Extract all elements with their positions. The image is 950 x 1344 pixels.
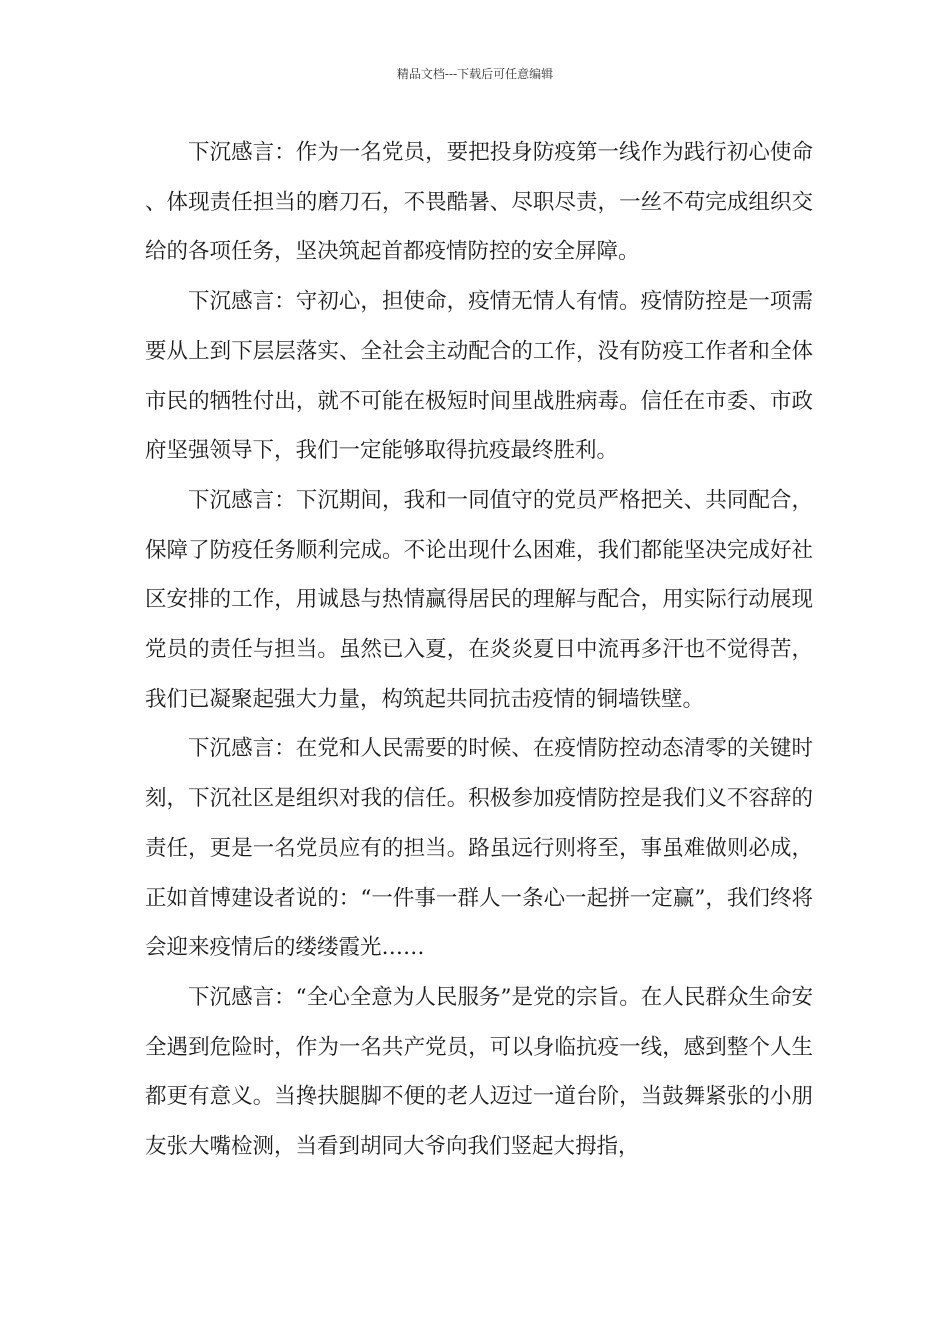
- page-header: 精品文档---下载后可任意编辑: [396, 67, 554, 81]
- paragraph-4: 下沉感言：在党和人民需要的时候、在疫情防控动态清零的关键时刻，下沉社区是组织对我的信任。积极参加疫情防控是我们义不容辞的责任，更是一名党员应有的担当。路虽远行则将至，事虽难做则必成，正如首博建设者说的：“一件事一群人一条心一起拼一定赢”，我们终将会迎来疫情后的缕缕霞光……: [145, 736, 813, 961]
- paragraph-1: 下沉感言：作为一名党员，要把投身防疫第一线作为践行初心使命、体现责任担当的磨刀石，不畏酷暑、尽职尽责，一丝不苟完成组织交给的各项任务，坚决筑起首都疫情防控的安全屏障。: [145, 140, 813, 265]
- document-body: [145, 128, 813, 1172]
- paragraph-2: 下沉感言：守初心，担使命，疫情无情人有情。疫情防控是一项需要从上到下层层落实、全社会主动配合的工作，没有防疫工作者和全体市民的牺牲付出，就不可能在极短时间里战胜病毒。信任在市委、市政府坚强领导下，我们一定能够取得抗疫最终胜利。: [145, 289, 813, 464]
- paragraph-5: 下沉感言：“全心全意为人民服务”是党的宗旨。在人民群众生命安全遇到危险时，作为一名共产党员，可以身临抗疫一线，感到整个人生都更有意义。当搀扶腿脚不便的老人迈过一道台阶，当鼓舞紧张的小朋友张大嘴检测，当看到胡同大爷向我们竖起大拇指，: [145, 984, 813, 1160]
- paragraph-3: 下沉感言：下沉期间，我和一同值守的党员严格把关、共同配合，保障了防疫任务顺利完成。不论出现什么困难，我们都能坚决完成好社区安排的工作，用诚恳与热情赢得居民的理解与配合，用实际行动展现党员的责任与担当。虽然已入夏，在炎炎夏日中流再多汗也不觉得苦，我们已凝聚起强大力量，构筑起共同抗击疫情的铜墙铁壁。: [145, 487, 813, 712]
